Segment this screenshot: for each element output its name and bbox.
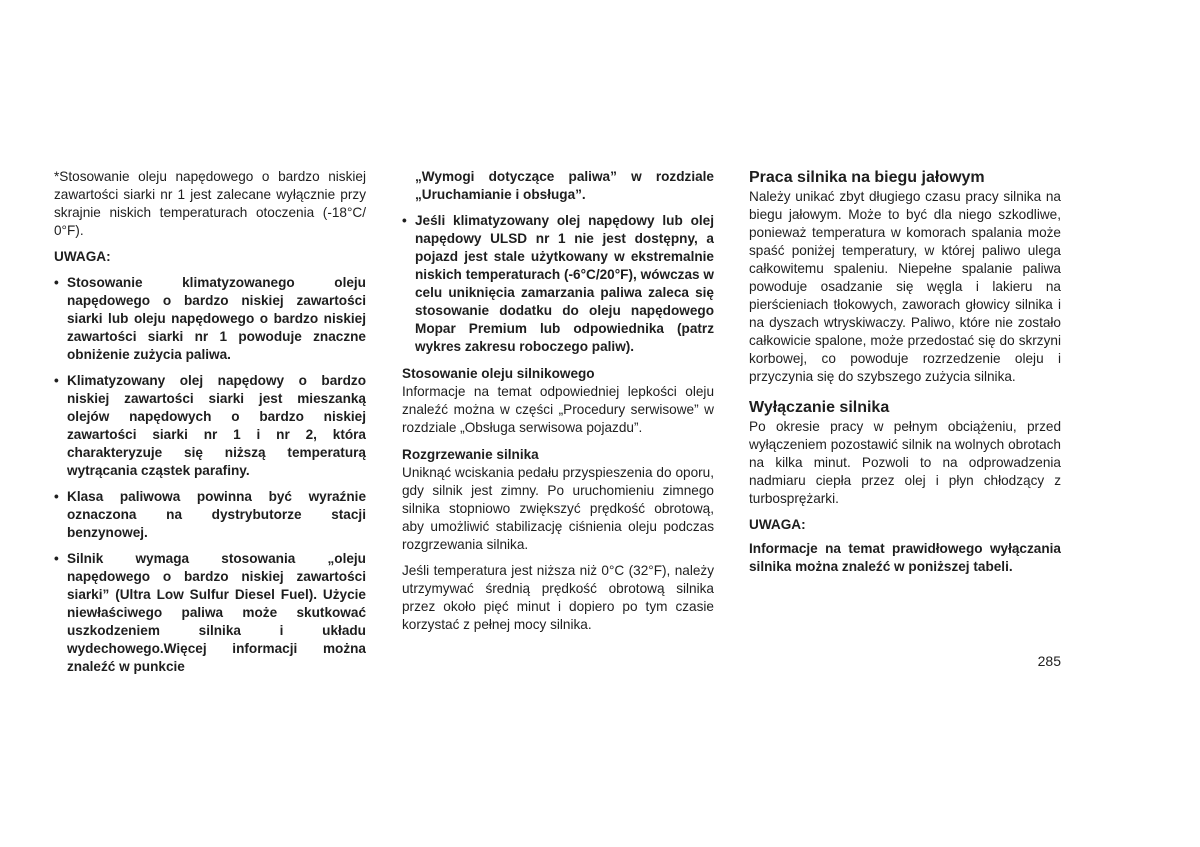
oil-usage-text: Informacje na temat odpowiedniej lepkości oleju znaleźć można w części „Procedury serwisowe” w rozdziale „Obsługa serwisowa pojazdu”. — [402, 384, 714, 435]
bullet-item: • Stosowanie klimatyzowanego oleju napędowego o bardzo niskiej zawartości siarki lub oleju napędowego o bardzo niskiej zawartości siarki nr 1 powoduje znaczne obniżenie zużycia paliwa. — [54, 274, 366, 364]
cold-temperature-text: Jeśli temperatura jest niższa niż 0°C (32°F), należy utrzymywać średnią prędkość obrotową silnika przez około pięć minut i dopiero po tym czasie korzystać z pełnej mocy silnika. — [402, 563, 714, 632]
bullet-item: • Jeśli klimatyzowany olej napędowy lub olej napędowy ULSD nr 1 nie jest dostępny, a pojazd jest stale użytkowany w ekstremalnie niskich temperaturach (-6°C/20°F), wówczas w celu uniknięcia zamarzania paliwa zaleca się stosowanie dodatku do oleju napędowego Mopar Premium lub odpowiednika (patrz wykres zakresu roboczego paliw). — [402, 212, 714, 356]
warning-bullet-list — [54, 274, 366, 676]
warmup-text: Uniknąć wciskania pedału przyspieszenia do oporu, gdy silnik jest zimny. Po uruchomieniu zimnego silnika stopniowo zwiększyć prędkość obrotową, aby umożliwić stabilizację ciśnienia oleju podczas rozgrzewania silnika. — [402, 465, 714, 552]
footnote-paragraph: *Stosowanie oleju napędowego o bardzo niskiej zawartości siarki nr 1 jest zalecane wyłącznie przy skrajnie niskich temperaturach otoczenia (-18°C/ 0°F). — [54, 169, 366, 238]
warmup-heading: Rozgrzewanie silnika — [402, 447, 539, 462]
bullet-item: • Silnik wymaga stosowania „oleju napędowego o bardzo niskiej zawartości siarki” (Ultra Low Sulfur Diesel Fuel). Użycie niewłaściwego paliwa może skutkować uszkodzeniem silnika i układu wydechowego.Więcej informacji można znaleźć w punkcie — [54, 550, 366, 676]
page-number: 285 — [1037, 653, 1061, 669]
column-left — [54, 168, 366, 676]
warning-label: UWAGA: — [749, 517, 806, 532]
fuel-bullet-list — [402, 212, 714, 356]
column-right — [749, 168, 1061, 576]
idle-text: Należy unikać zbyt długiego czasu pracy silnika na biegu jałowym. Może to być dla niego szkodliwe, ponieważ temperatura w komorach spalania może spaść poniżej temperatury, w której paliwo ulega całkowitemu spaleniu. Niepełne spalanie paliwa powoduje osadzanie się węgla i lakieru na pierścieniach tłokowych, zaworach głowicy silnika i na dyszach wtryskiwaczy. Paliwo, które nie zostało całkowicie spalone, może przedostać się do skrzyni korbowej, co powoduje rozrzedzenie oleju i przyczynia się do szybszego zużycia silnika. — [749, 189, 1061, 384]
column-middle — [402, 168, 714, 634]
bullet-item: • Klimatyzowany olej napędowy o bardzo niskiej zawartości siarki jest mieszanką olejów napędowych o bardzo niskiej zawartości siarki nr 1 i nr 2, która charakteryzuje się niższą temperaturą wytrącania cząstek parafiny. — [54, 372, 366, 480]
idle-heading: Praca silnika na biegu jałowym — [749, 169, 985, 186]
warning-label: UWAGA: — [54, 249, 111, 264]
shutdown-warning-text: Informacje na temat prawidłowego wyłączania silnika można znaleźć w poniższej tabeli. — [749, 541, 1061, 574]
shutdown-text: Po okresie pracy w pełnym obciążeniu, przed wyłączeniem pozostawić silnik na wolnych obrotach na kilka minut. Pozwoli to na odprowadzenia nadmiaru ciepła przez olej i płyn chłodzący z turbosprężarki. — [749, 419, 1061, 506]
shutdown-heading: Wyłączanie silnika — [749, 399, 890, 416]
oil-usage-heading: Stosowanie oleju silnikowego — [402, 366, 595, 381]
bullet-item: • Klasa paliwowa powinna być wyraźnie oznaczona na dystrybutorze stacji benzynowej. — [54, 488, 366, 542]
bullet-continuation: „Wymogi dotyczące paliwa” w rozdziale „Uruchamianie i obsługa”. — [415, 169, 714, 202]
